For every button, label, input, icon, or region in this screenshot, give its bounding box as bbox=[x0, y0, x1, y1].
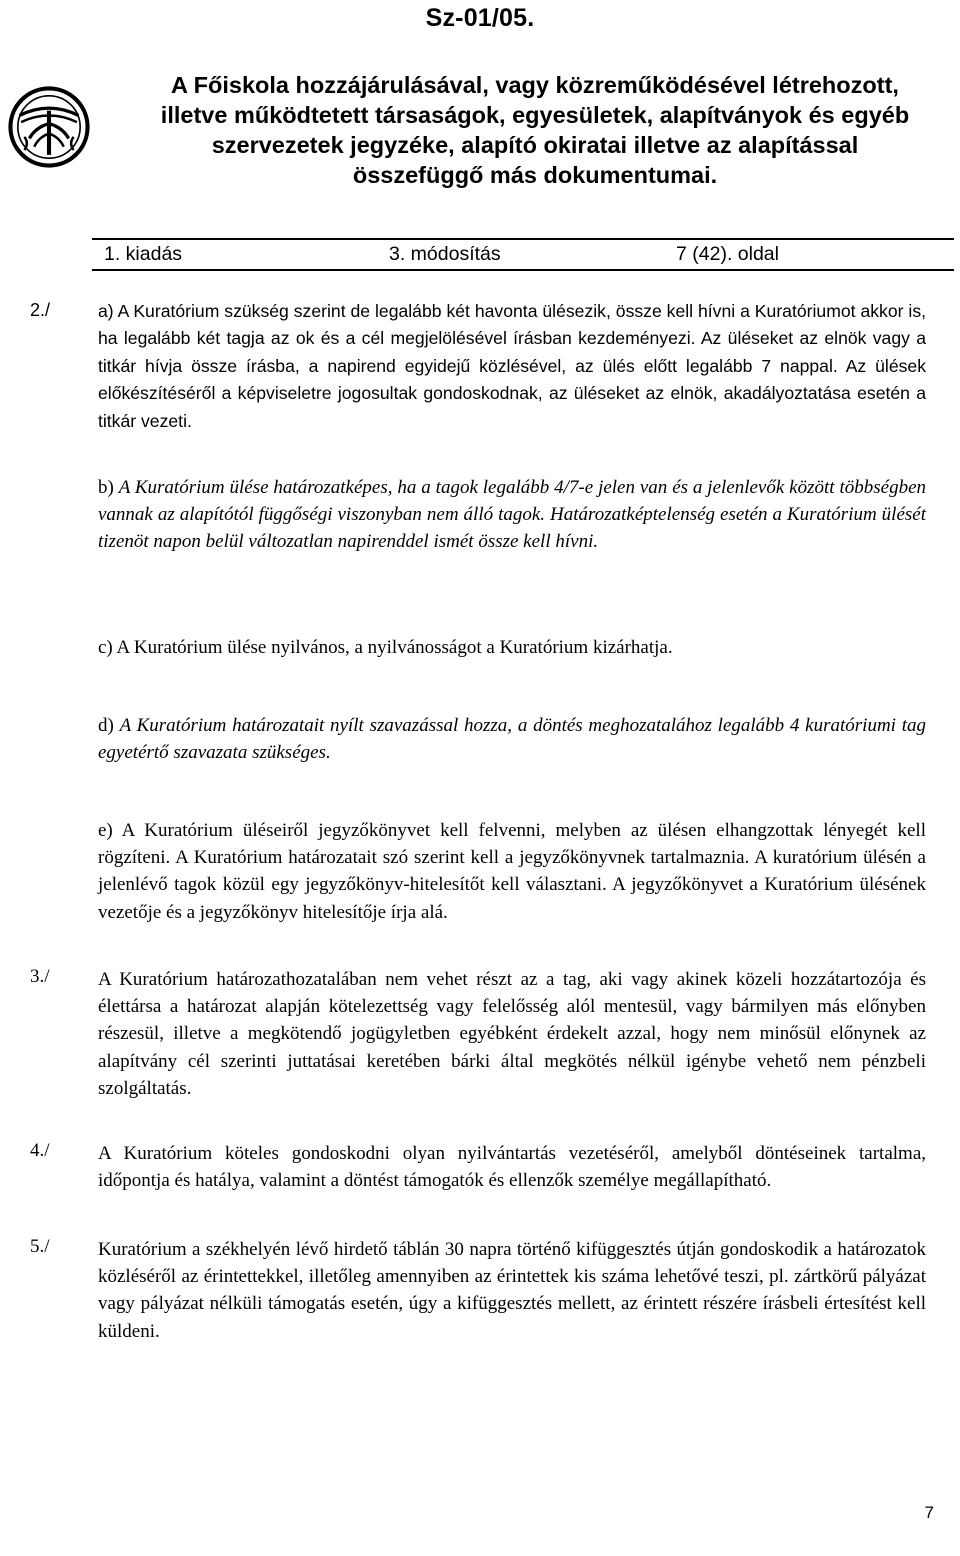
section-number-2: 2./ bbox=[30, 300, 51, 320]
document-code: Sz-01/05. bbox=[425, 4, 535, 32]
section-2e bbox=[98, 817, 926, 926]
item-label: a) bbox=[98, 301, 114, 321]
item-text: A Kuratórium határozatait nyílt szavazással hozza, a döntés meghozatalához legalább 4 kuratóriumi tag egyetértő szavazata szükséges. bbox=[98, 715, 926, 764]
edition-label: 1. kiadás bbox=[104, 243, 183, 265]
revision-label: 3. módosítás bbox=[389, 243, 501, 265]
header-rule-top bbox=[92, 238, 954, 240]
section-2a bbox=[98, 298, 926, 435]
section-3-text: A Kuratórium határozathozatalában nem vehet részt az a tag, aki vagy akinek közeli hozzátartozója és élettársa a határozat alapján kötelezettség vagy felelősség alól mentesül, vagy bármilyen más előnyben részesül, illetve a megkötendő jogügyletben egyébként érdekelt azzal, hogy nem minősül előnynek az alapítvány cél szerinti juttatásai keretében bárki által megkötés nélkül igénybe vehető nem pénzbeli szolgáltatás. bbox=[98, 969, 926, 1099]
title-line: összefüggő más dokumentumai. bbox=[352, 162, 718, 188]
item-label: c) bbox=[98, 637, 113, 658]
institution-emblem-icon bbox=[8, 86, 90, 168]
page-reference: 7 (42). oldal bbox=[676, 243, 779, 265]
section-2d bbox=[98, 712, 926, 766]
header-rule-bottom bbox=[92, 269, 954, 271]
title-line: illetve működtetett társaságok, egyesületek, alapítványok és egyéb bbox=[160, 102, 910, 128]
title-line: szervezetek jegyzéke, alapító okiratai illetve az alapítással bbox=[211, 132, 859, 158]
item-label: b) bbox=[98, 477, 114, 498]
title-line: A Főiskola hozzájárulásával, vagy közreműködésével létrehozott, bbox=[171, 72, 899, 98]
item-text: A Kuratórium ülése nyilvános, a nyilvánosságot a Kuratórium kizárhatja. bbox=[116, 637, 673, 658]
item-text: A Kuratórium üléseiről jegyzőkönyvet kell felvenni, melyben az ülésen elhangzottak lényegét kell rögzíteni. A Kuratórium határozatait szó szerint kell a jegyzőkönyvnek tartalmaznia. A kuratórium ülésén a jelenlévő tagok közül egy jegyzőkönyv-hitelesítőt kell választani. A jegyzőkönyvet a Kuratórium ülésének vezetője és a jegyzőkönyv hitelesítője írja alá. bbox=[98, 820, 926, 923]
item-label: d) bbox=[98, 715, 114, 736]
section-number-4: 4./ bbox=[30, 1140, 50, 1161]
item-text: A Kuratórium szükség szerint de legalább két havonta ülésezik, össze kell hívni a Kuratóriumot akkor is, ha legalább két tagja az ok és a cél megjelölésével írásban kezdeményezi. Az üléseket az elnök vagy a titkár hívja össze írásba, a napirend egyidejű közlésével, az ülés előtt legalább 7 nappal. Az ülések előkészítéséről a képviseletre jogosultak gondoskodnak, az üléseket az elnök, akadályoztatása esetén a titkár vezeti. bbox=[98, 301, 926, 431]
item-text: A Kuratórium ülése határozatképes, ha a tagok legalább 4/7-e jelen van és a jelenlevők között többségben vannak az alapítótól függőségi viszonyban nem álló tagok. Határozatképtelenség esetén a Kuratórium ülését tizenöt napon belül változatlan napirenddel ismét össze kell hívni. bbox=[98, 477, 926, 553]
document-title bbox=[110, 70, 960, 190]
page-number: 7 bbox=[924, 1503, 934, 1522]
section-4-text: A Kuratórium köteles gondoskodni olyan nyilvántartás vezetéséről, amelyből döntéseinek tartalma, időpontja és hatálya, valamint a döntést támogatók és ellenzők személye megállapítható. bbox=[98, 1143, 926, 1192]
section-2b bbox=[98, 474, 926, 556]
section-2c bbox=[98, 634, 926, 661]
document-meta-row bbox=[104, 243, 954, 267]
section-5-text: Kuratórium a székhelyén lévő hirdető táblán 30 napra történő kifüggesztés útján gondoskodik a határozatok közléséről az érintettekkel, illetőleg amennyiben az érintettek kis száma lehetővé teszi, pl. zártkörű pályázat vagy pályázat nélküli támogatás esetén, úgy a kifüggesztés mellett, az érintett részére írásbeli értesítést kell küldeni. bbox=[98, 1239, 926, 1342]
section-number-3: 3./ bbox=[30, 966, 50, 987]
section-number-5: 5./ bbox=[30, 1236, 50, 1257]
item-label: e) bbox=[98, 820, 113, 841]
